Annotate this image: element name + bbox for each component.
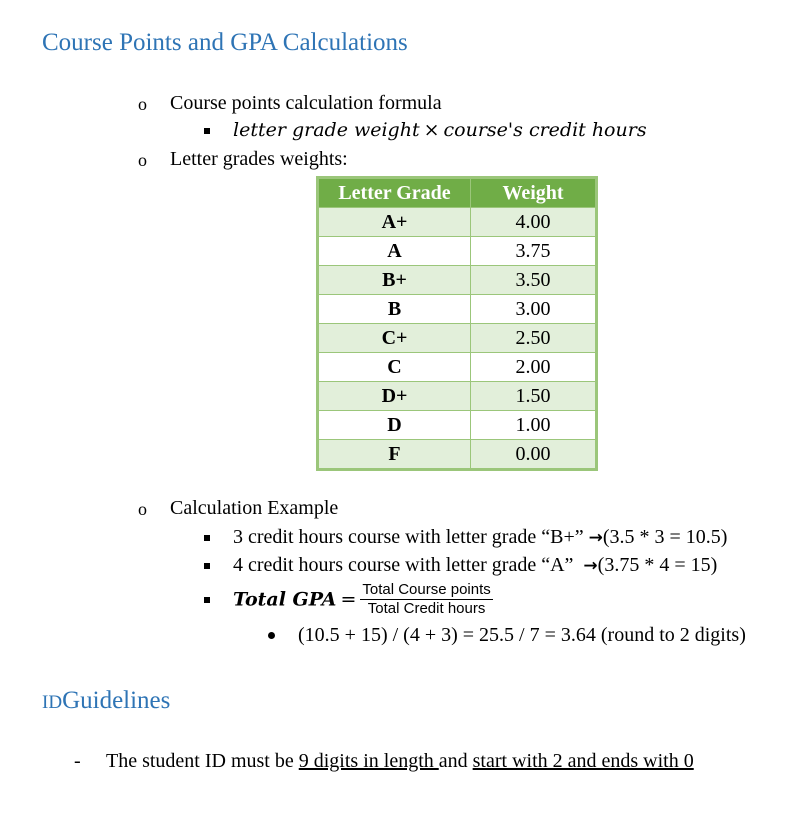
rule-length: 9 digits in length — [298, 750, 439, 772]
grade-cell: C+ — [318, 324, 471, 353]
table-header-row — [318, 178, 597, 208]
grade-cell: F — [318, 440, 471, 470]
gpa-fraction — [360, 581, 492, 618]
table-row — [318, 324, 597, 353]
weight-cell: 0.00 — [471, 440, 597, 470]
weight-cell: 3.50 — [471, 266, 597, 295]
formula-times: × — [423, 119, 440, 141]
example-label: Calculation Example — [170, 497, 339, 519]
dash-bullet: - — [74, 750, 81, 772]
rule-mid: and — [438, 750, 473, 772]
weight-cell: 1.00 — [471, 411, 597, 440]
bullet-square-icon — [204, 128, 210, 134]
gpa-equals: = — [340, 588, 357, 611]
weight-cell: 4.00 — [471, 208, 597, 237]
table-row — [318, 440, 597, 470]
bullet-circle: o — [138, 150, 147, 170]
weight-cell: 3.75 — [471, 237, 597, 266]
weight-cell: 2.00 — [471, 353, 597, 382]
arrow-right-icon: → — [588, 528, 603, 548]
table-row — [318, 237, 597, 266]
grade-cell: A+ — [318, 208, 471, 237]
section-title-gpa: Course Points and GPA Calculations — [42, 29, 408, 56]
table-row — [318, 382, 597, 411]
formula-part1: letter grade weight — [233, 119, 420, 141]
gpa-label: Total GPA — [233, 588, 337, 611]
bullet-circle: o — [138, 499, 147, 519]
grade-cell: C — [318, 353, 471, 382]
letter-grades-table — [316, 176, 598, 471]
grade-cell: A — [318, 237, 471, 266]
arrow-right-icon: → — [583, 556, 598, 576]
table-row — [318, 353, 597, 382]
title-text: Guidelines — [62, 687, 171, 714]
rule-start-end: start with 2 and ends with 0 — [472, 750, 694, 772]
formula-expression — [233, 119, 647, 141]
gpa-numerator: Total Course points — [362, 581, 491, 598]
formula-part2: course's credit hours — [443, 119, 647, 141]
bullet-circle: o — [138, 94, 147, 114]
table-header-weight: Weight — [471, 178, 597, 208]
bullet-square-icon — [204, 535, 210, 541]
example-text: 3 credit hours course with letter grade “B+” — [233, 526, 584, 548]
table-header-letter-grade: Letter Grade — [318, 178, 471, 208]
example-text: 4 credit hours course with letter grade “A” — [233, 554, 574, 576]
weight-cell: 2.50 — [471, 324, 597, 353]
section-title-id-guidelines — [42, 687, 170, 715]
bullet-square-icon — [204, 597, 210, 603]
table-row — [318, 208, 597, 237]
table-row — [318, 411, 597, 440]
table-row — [318, 266, 597, 295]
weights-label: Letter grades weights: — [170, 148, 348, 170]
rule-start: The student ID must be — [106, 750, 299, 772]
weight-cell: 1.50 — [471, 382, 597, 411]
gpa-denominator: Total Credit hours — [367, 600, 486, 617]
example-result: (3.75 * 4 = 15) — [597, 554, 718, 576]
formula-label: Course points calculation formula — [170, 92, 442, 114]
id-rule — [106, 750, 694, 773]
weight-cell: 3.00 — [471, 295, 597, 324]
grade-cell: B — [318, 295, 471, 324]
title-prefix: ID — [42, 692, 63, 713]
gpa-calculation: (10.5 + 15) / (4 + 3) = 25.5 / 7 = 3.64 (round to 2 digits) — [298, 624, 746, 646]
example-result: (3.5 * 3 = 10.5) — [602, 526, 728, 548]
example-line-2 — [233, 554, 717, 577]
gpa-formula — [233, 581, 493, 618]
grade-cell: B+ — [318, 266, 471, 295]
bullet-dot-icon — [268, 632, 275, 639]
table-row — [318, 295, 597, 324]
example-line-1 — [233, 526, 727, 549]
grade-cell: D — [318, 411, 471, 440]
grade-cell: D+ — [318, 382, 471, 411]
bullet-square-icon — [204, 563, 210, 569]
